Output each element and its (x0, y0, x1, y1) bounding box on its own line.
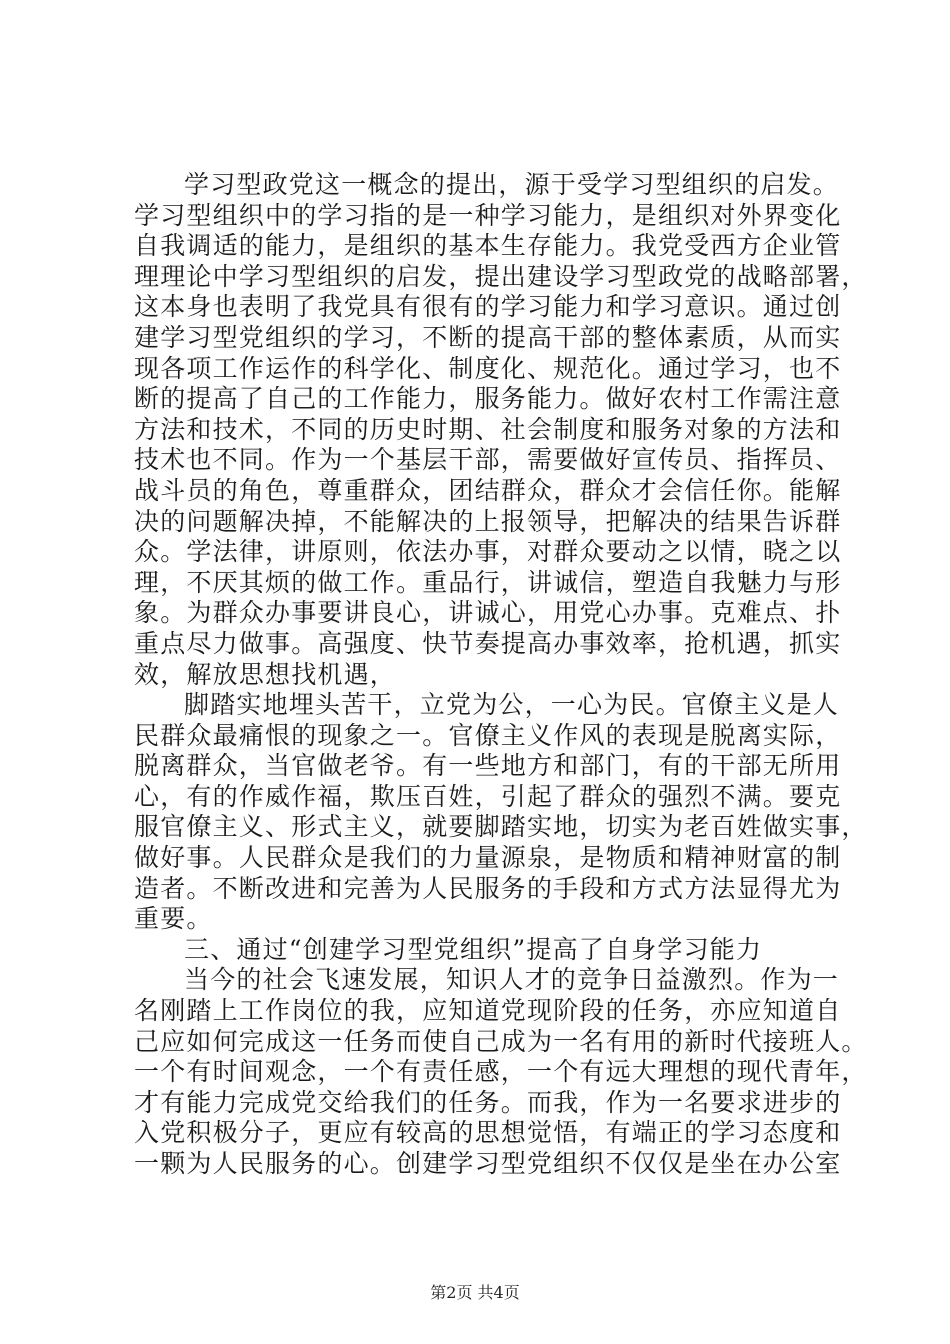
text-line: 重要。 (134, 904, 213, 934)
page-number-footer: 第2页 共4页 (430, 1283, 520, 1302)
text-line: 战斗员的角色，尊重群众，团结群众，群众才会信任你。能解 (134, 475, 842, 505)
text-line: 民群众最痛恨的现象之一。官僚主义作风的表现是脱离实际， (134, 720, 842, 750)
text-line: 脱离群众，当官做老爷。有一些地方和部门，有的干部无所用 (134, 751, 842, 781)
text-line: 建学习型党组织的学习，不断的提高干部的整体素质，从而实 (134, 322, 842, 352)
text-line: 理理论中学习型组织的启发，提出建设学习型政党的战略部署， (134, 261, 868, 291)
text-line: 入党积极分子，更应有较高的思想觉悟，有端正的学习态度和 (134, 1118, 842, 1148)
text-line: 己应如何完成这一任务而使自己成为一名有用的新时代接班人。 (134, 1026, 868, 1056)
text-line: 才有能力完成党交给我们的任务。而我，作为一名要求进步的 (134, 1087, 842, 1117)
text-line: 学习型政党这一概念的提出，源于受学习型组织的启发。 (184, 170, 840, 199)
text-line: 技术也不同。作为一个基层干部，需要做好宣传员、指挥员、 (134, 445, 842, 475)
text-line: 方法和技术，不同的历史时期、社会制度和服务对象的方法和 (134, 414, 842, 444)
text-line: 决的问题解决掉，不能解决的上报领导，把解决的结果告诉群 (134, 506, 842, 536)
text-line: 效，解放思想找机遇， (134, 659, 397, 689)
text-line: 做好事。人民群众是我们的力量源泉，是物质和精神财富的制 (134, 843, 842, 873)
text-line: 三、通过“创建学习型党组织”提高了自身学习能力 (184, 934, 763, 964)
text-line: 理，不厌其烦的做工作。重品行，讲诚信，塑造自我魅力与形 (134, 567, 842, 597)
text-line: 学习型组织中的学习指的是一种学习能力，是组织对外界变化 (134, 200, 842, 230)
text-line: 重点尽力做事。高强度、快节奏提高办事效率，抢机遇，抓实 (134, 628, 842, 658)
text-line: 名刚踏上工作岗位的我，应知道党现阶段的任务，亦应知道自 (134, 996, 842, 1026)
text-line: 一颗为人民服务的心。创建学习型党组织不仅仅是坐在办公室 (134, 1149, 842, 1178)
text-line: 自我调适的能力，是组织的基本生存能力。我党受西方企业管 (134, 231, 842, 261)
text-line: 断的提高了自己的工作能力，服务能力。做好农村工作需注意 (134, 384, 842, 414)
text-line: 众。学法律，讲原则，依法办事，对群众要动之以情，晓之以 (134, 537, 842, 567)
text-line: 一个有时间观念，一个有责任感，一个有远大理想的现代青年， (134, 1057, 868, 1087)
text-line: 象。为群众办事要讲良心，讲诚心，用党心办事。克难点、扑 (134, 598, 842, 628)
text-line: 心，有的作威作福，欺压百姓，引起了群众的强烈不满。要克 (134, 781, 842, 811)
text-line: 现各项工作运作的科学化、制度化、规范化。通过学习，也不 (134, 353, 842, 383)
text-line: 这本身也表明了我党具有很有的学习能力和学习意识。通过创 (134, 292, 842, 322)
document-body (134, 170, 868, 1180)
text-line: 当今的社会飞速发展，知识人才的竞争日益激烈。作为一 (184, 965, 840, 995)
text-line: 服官僚主义、形式主义，就要脚踏实地，切实为老百姓做实事， (134, 812, 868, 842)
text-line: 脚踏实地埋头苦干，立党为公，一心为民。官僚主义是人 (184, 690, 840, 720)
text-line: 造者。不断改进和完善为人民服务的手段和方式方法显得尤为 (134, 873, 842, 903)
